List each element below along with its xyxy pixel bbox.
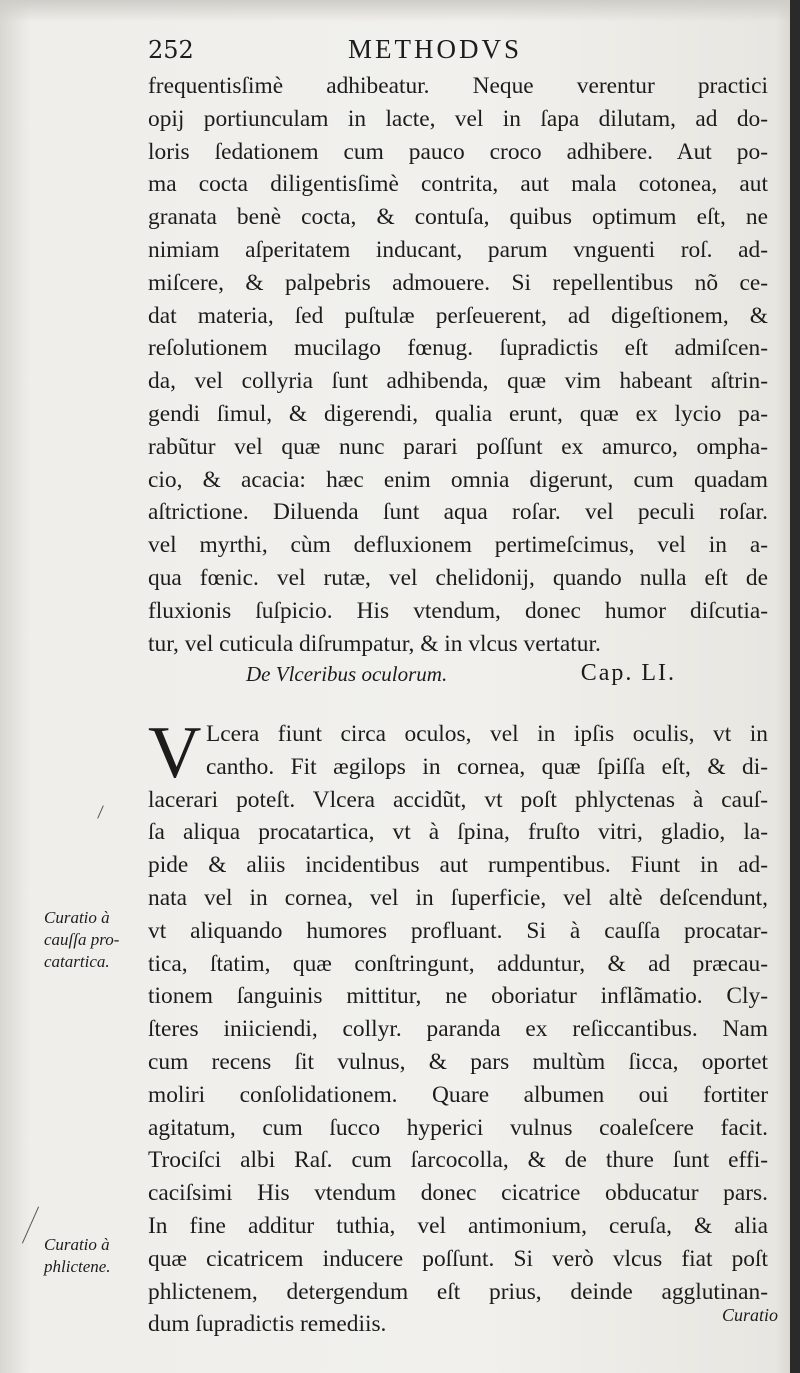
- page-top-shadow: [0, 0, 800, 22]
- text-line: fluxionis ſuſpicio. His vtendum, donec humor diſcutia-: [148, 597, 768, 624]
- catchword: Curatio: [722, 1305, 779, 1325]
- text-line: nimiam aſperitatem inducant, parum vnguenti roſ. ad-: [148, 236, 768, 263]
- text-line: dum ſupradictis remediis.: [148, 1311, 387, 1338]
- chapter-heading: [246, 660, 676, 694]
- text-line: cio, & acacia: hæc enim omnia digerunt, cum quadam: [148, 466, 768, 493]
- text-line: reſolutionem mucilago fœnug. ſupradictis eſt admiſcen-: [148, 335, 768, 362]
- text-line: ma cocta diligentisſimè contrita, aut mala cotonea, aut: [148, 171, 768, 198]
- text-line: moliri conſolidationem. Quare albumen oui fortiter: [148, 1081, 768, 1108]
- drop-capital: V: [148, 712, 202, 794]
- text-line: cum recens ſit vulnus, & pars multùm ſicca, oportet: [148, 1048, 768, 1075]
- text-line: frequentisſimè adhibeatur. Neque verentur practici: [148, 73, 768, 99]
- margin-note-line: catartica.: [44, 952, 110, 971]
- text-line: ſa aliqua procatartica, vt à ſpina, fruſto vitri, gladio, la-: [148, 819, 768, 846]
- text-line: miſcere, & palpebris admouere. Si repellentibus nõ ce-: [148, 269, 768, 296]
- margin-note-line: cauſſa pro-: [44, 930, 120, 949]
- text-line: granata benè cocta, & contuſa, quibus optimum eſt, ne: [148, 204, 768, 231]
- text-line: rabũtur vel quæ nunc parari poſſunt ex amurco, ompha-: [148, 433, 768, 460]
- page-number: 252: [148, 36, 194, 64]
- text-line: tur, vel cuticula diſrumpatur, & in vlcus vertatur.: [148, 630, 601, 657]
- text-line: opij portiunculam in lacte, vel in ſapa dilutam, ad do-: [148, 105, 768, 132]
- chapter-number: Cap. LI.: [580, 660, 676, 686]
- text-line: dat materia, ſed puſtulæ perſeuerent, ad digeſtionem, &: [148, 302, 768, 329]
- text-line: tionem ſanguinis mittitur, ne oboriatur inflãmatio. Cly-: [148, 983, 768, 1010]
- chapter-paragraph: [148, 712, 768, 1341]
- margin-note-line: phlictene.: [44, 1257, 111, 1276]
- text-line: Trociſci albi Raſ. cum ſarcocolla, & de thure ſunt effi-: [148, 1147, 768, 1174]
- text-line: tica, ſtatim, quæ conſtringunt, adduntur, & ad præcau-: [148, 950, 768, 977]
- text-line: aſtrictione. Diluenda ſunt aqua roſar. vel peculi roſar.: [148, 499, 768, 526]
- margin-note-curatio-procatartica: [44, 907, 154, 973]
- text-line: da, vel collyria ſunt adhibenda, quæ vim habeant aſtrin-: [148, 368, 768, 395]
- ink-stroke-mark: [97, 805, 104, 818]
- text-line: phlictenem, detergendum eſt prius, deinde agglutinan-: [148, 1278, 768, 1305]
- text-line: quæ cicatricem inducere poſſunt. Si verò vlcus fiat poſt: [148, 1245, 768, 1272]
- text-line: In fine additur tuthia, vel antimonium, ceruſa, & alia: [148, 1212, 768, 1239]
- text-line: vt aliquando humores profluant. Si à cauſſa procatar-: [148, 917, 768, 944]
- ink-stroke-mark: [22, 1207, 39, 1244]
- text-line: gendi ſimul, & digerendi, qualia erunt, quæ ex lycio pa-: [148, 400, 768, 427]
- text-line: ſteres iniiciendi, collyr. paranda ex reſiccantibus. Nam: [148, 1016, 768, 1043]
- text-line: agitatum, cum ſucco hyperici vulnus coaleſcere facit.: [148, 1114, 768, 1141]
- text-line: pide & aliis incidentibus aut rumpentibus. Fiunt in ad-: [148, 852, 768, 879]
- text-line: qua fœnic. vel rutæ, vel chelidonij, quando nulla eſt de: [148, 564, 768, 591]
- text-line: Lcera fiunt circa oculos, vel in ipſis oculis, vt in: [206, 721, 768, 747]
- margin-note-curatio-phlictene: [44, 1234, 154, 1278]
- paragraph-continuation: [148, 70, 768, 660]
- margin-note-line: Curatio à: [44, 908, 110, 927]
- text-line: loris ſedationem cum pauco croco adhibere. Aut po-: [148, 138, 768, 165]
- running-title: METHODVS: [348, 34, 523, 64]
- margin-note-line: Curatio à: [44, 1235, 110, 1254]
- page-header: [148, 30, 768, 70]
- text-line: nata vel in cornea, vel in ſuperficie, vel altè deſcendunt,: [148, 884, 768, 911]
- text-line: vel myrthi, cùm defluxionem pertimeſcimus, vel in a-: [148, 532, 768, 559]
- text-line: caciſsimi His vtendum donec cicatrice obducatur pars.: [148, 1180, 768, 1207]
- page-gutter-edge: [790, 0, 800, 1373]
- chapter-title: De Vlceribus oculorum.: [246, 662, 448, 686]
- text-line: cantho. Fit ægilops in cornea, quæ ſpiſſa eſt, & di-: [206, 753, 768, 780]
- text-line: lacerari poteſt. Vlcera accidũt, vt poſt phlyctenas à cauſ-: [148, 786, 768, 813]
